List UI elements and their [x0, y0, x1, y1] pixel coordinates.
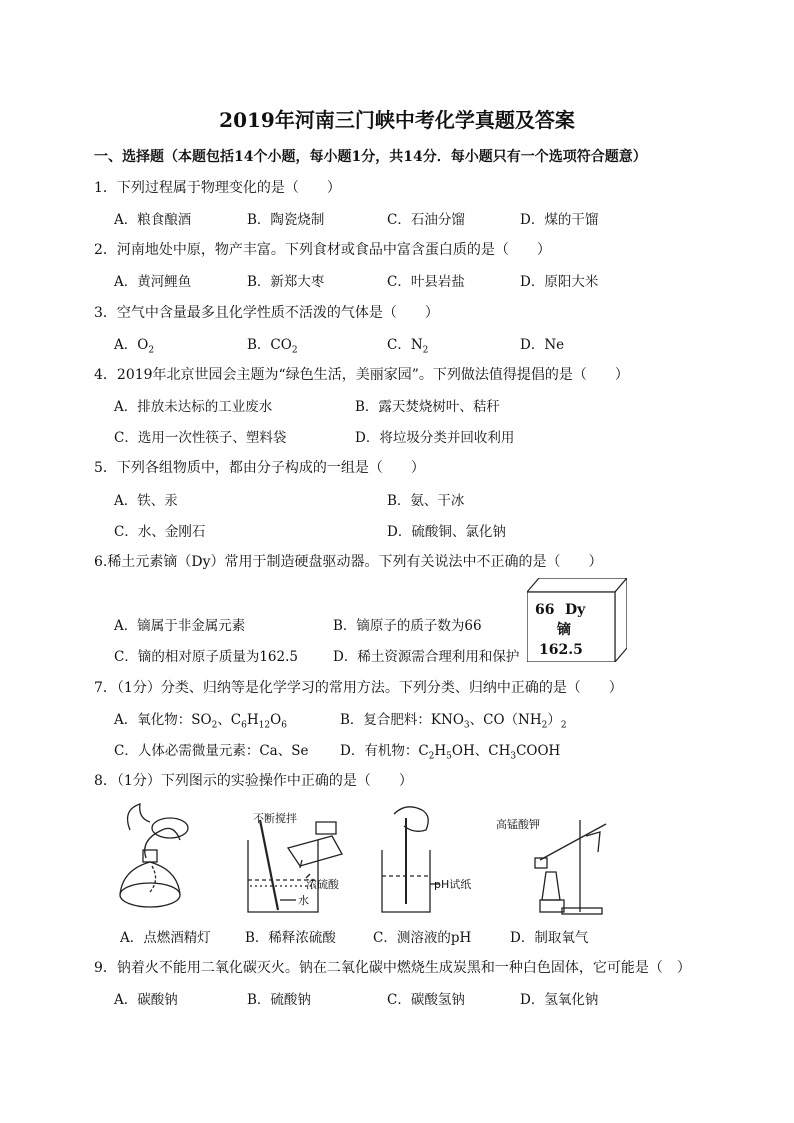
q3-option-d: D．Ne: [520, 337, 565, 353]
q4-option-c: C．选用一次性筷子、塑料袋: [114, 430, 287, 446]
q5-option-c: C．水、金刚石: [114, 524, 206, 540]
q8-option-a: A．点燃酒精灯: [120, 930, 211, 946]
element-number: 66: [535, 602, 555, 618]
q3-option-c: C．$N_2$: [387, 337, 429, 356]
q6-option-a: A．镝属于非金属元素: [114, 618, 246, 634]
q7-option-a: A．氧化物：$SO_2$、$C_6H_{12}O_6$: [114, 712, 287, 731]
q8-option-b: B．稀释浓硫酸: [245, 930, 336, 946]
label-stir: 不断搅拌: [253, 812, 297, 825]
element-card: [527, 578, 627, 662]
question-1: 1．下列过程属于物理变化的是（ ）: [94, 180, 341, 196]
label-ph-paper: pH试纸: [434, 878, 472, 891]
q5-option-a: A．铁、汞: [114, 493, 178, 509]
q6-option-b: B．镝原子的质子数为66: [333, 618, 482, 634]
question-3: 3．空气中含量最多且化学性质不活泼的气体是（ ）: [94, 305, 439, 321]
element-card-graphic: [527, 578, 627, 662]
q6-option-c: C．镝的相对原子质量为162.5: [114, 649, 298, 665]
element-mass: 162.5: [539, 642, 583, 658]
page-title: 2019年河南三门峡中考化学真题及答案: [219, 108, 575, 132]
question-2: 2．河南地处中原，物产丰富。下列食材或食品中富含蛋白质的是（ ）: [94, 242, 551, 258]
q7-option-c: C．人体必需微量元素：Ca、Se: [114, 743, 309, 759]
q1-option-a: A．粮食酿酒: [114, 212, 192, 228]
q4-option-b: B．露天焚烧树叶、秸秆: [355, 399, 500, 415]
q8-option-c: C．测溶液的pH: [373, 930, 472, 946]
label-water: 水: [298, 894, 309, 907]
q2-option-c: C．叶县岩盐: [387, 274, 465, 290]
question-9: 9．钠着火不能用二氧化碳灭火。钠在二氧化碳中燃烧生成炭黑和一种白色固体，它可能是（ ）: [94, 960, 691, 976]
question-5: 5．下列各组物质中，都由分子构成的一组是（ ）: [94, 460, 425, 476]
figure-c-ph-test: [382, 807, 440, 912]
element-name: 镝: [557, 622, 571, 638]
q9-option-d: D．氢氧化钠: [520, 992, 599, 1008]
q5-option-b: B．氨、干冰: [387, 493, 465, 509]
q3-option-b: B．$CO_2$: [247, 337, 298, 356]
label-kmno4: 高锰酸钾: [496, 818, 540, 831]
question-8: 8．（1分）下列图示的实验操作中正确的是（ ）: [94, 773, 413, 789]
label-acid: 浓硫酸: [306, 878, 339, 891]
q6-option-d: D．稀土资源需合理利用和保护: [333, 649, 520, 665]
q3-option-a: A．$O_2$: [114, 337, 155, 356]
element-symbol: Dy: [565, 602, 586, 618]
experiment-figures: [110, 800, 710, 920]
figure-d-oxygen: [535, 820, 606, 914]
figure-a-alcohol-lamp: [120, 804, 188, 907]
question-6: 6.稀土元素镝（Dy）常用于制造硬盘驱动器。下列有关说法中不正确的是（ ）: [94, 554, 603, 570]
q9-option-a: A．碳酸钠: [114, 992, 178, 1008]
section-heading: 一、选择题（本题包括14个小题，每小题1分，共14分．每小题只有一个选项符合题意）: [94, 149, 647, 165]
q7-option-d: D．有机物：$C_2H_5OH$、$CH_3COOH$: [340, 743, 561, 762]
q4-option-a: A．排放未达标的工业废水: [114, 399, 273, 415]
q1-option-d: D．煤的干馏: [520, 212, 599, 228]
q2-option-d: D．原阳大米: [520, 274, 599, 290]
q7-option-b: B．复合肥料：$KNO_3$、$CO(NH_2)_2$: [340, 712, 567, 731]
q4-option-d: D．将垃圾分类并回收利用: [355, 430, 515, 446]
q2-option-b: B．新郑大枣: [247, 274, 325, 290]
q8-option-d: D．制取氧气: [510, 930, 589, 946]
figure-b-dilution: [248, 820, 342, 912]
q9-option-c: C．碳酸氢钠: [387, 992, 465, 1008]
q9-option-b: B．硫酸钠: [247, 992, 311, 1008]
q5-option-d: D．硫酸铜、氯化钠: [387, 524, 506, 540]
q2-option-a: A．黄河鲤鱼: [114, 274, 192, 290]
q1-option-b: B．陶瓷烧制: [247, 212, 325, 228]
question-7: 7．（1分）分类、归纳等是化学学习的常用方法。下列分类、归纳中正确的是（ ）: [94, 680, 623, 696]
question-4: 4．2019年北京世园会主题为“绿色生活，美丽家园”。下列做法值得提倡的是（ ）: [94, 367, 629, 383]
q1-option-c: C．石油分馏: [387, 212, 465, 228]
